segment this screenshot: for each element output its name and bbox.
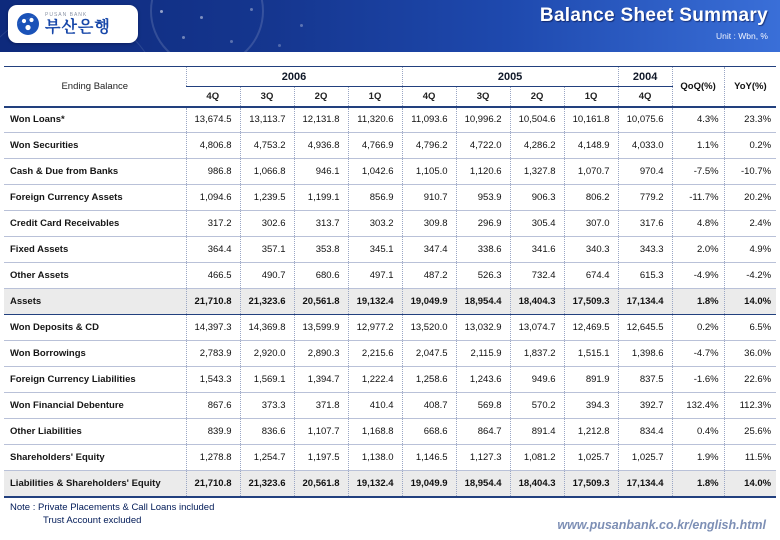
ratio-value: -7.5% [672,159,724,185]
value-cell: 18,404.3 [510,289,564,315]
row-label: Shareholders' Equity [4,445,186,471]
table-row [4,107,776,133]
value-cell: 14,369.8 [240,315,294,341]
value-cell: 338.6 [456,237,510,263]
value-cell: 2,783.9 [186,341,240,367]
value-cell: 1,243.6 [456,367,510,393]
value-cell: 891.4 [510,419,564,445]
table-row [4,133,776,159]
row-label: Foreign Currency Liabilities [4,367,186,393]
value-cell: 21,710.8 [186,471,240,497]
value-cell: 20,561.8 [294,471,348,497]
value-cell: 1,258.6 [402,367,456,393]
value-cell: 1,105.0 [402,159,456,185]
bank-emblem-icon [16,12,40,36]
value-cell: 21,323.6 [240,289,294,315]
value-cell: 806.2 [564,185,618,211]
table-row [4,393,776,419]
value-cell: 839.9 [186,419,240,445]
value-cell: 906.3 [510,185,564,211]
table-row [4,315,776,341]
row-label: Assets [4,289,186,315]
value-cell: 490.7 [240,263,294,289]
value-cell: 1,278.8 [186,445,240,471]
year-2005: 2005 [402,67,618,87]
ratio-value: 1.8% [672,471,724,497]
value-cell: 910.7 [402,185,456,211]
value-cell: 970.4 [618,159,672,185]
ratio-value: 2.0% [672,237,724,263]
banner-decoration-dots [160,10,163,13]
value-cell: 953.9 [456,185,510,211]
value-cell: 12,131.8 [294,107,348,133]
ratio-value: 4.3% [672,107,724,133]
quarter-label: 2Q [510,87,564,107]
table-row [4,263,776,289]
value-cell: 674.4 [564,263,618,289]
ratio-value: 20.2% [724,185,776,211]
table-body [4,107,776,497]
value-cell: 856.9 [348,185,402,211]
value-cell: 317.6 [618,211,672,237]
ratio-value: 1.8% [672,289,724,315]
value-cell: 837.5 [618,367,672,393]
table-row [4,211,776,237]
value-cell: 2,047.5 [402,341,456,367]
value-cell: 1,127.3 [456,445,510,471]
value-cell: 343.3 [618,237,672,263]
value-cell: 986.8 [186,159,240,185]
value-cell: 18,954.4 [456,471,510,497]
value-cell: 1,515.1 [564,341,618,367]
value-cell: 11,093.6 [402,107,456,133]
row-label: Won Borrowings [4,341,186,367]
value-cell: 1,212.8 [564,419,618,445]
value-cell: 17,134.4 [618,289,672,315]
table-row [4,419,776,445]
value-cell: 4,806.8 [186,133,240,159]
value-cell: 341.6 [510,237,564,263]
ratio-value: 4.9% [724,237,776,263]
total-row [4,471,776,497]
value-cell: 10,161.8 [564,107,618,133]
value-cell: 17,509.3 [564,471,618,497]
value-cell: 410.4 [348,393,402,419]
value-cell: 1,107.7 [294,419,348,445]
quarter-label: 3Q [456,87,510,107]
bank-logo [8,5,138,43]
ratio-value: 4.8% [672,211,724,237]
quarter-label: 1Q [564,87,618,107]
row-label: Fixed Assets [4,237,186,263]
value-cell: 1,197.5 [294,445,348,471]
row-label: Credit Card Receivables [4,211,186,237]
value-cell: 1,120.6 [456,159,510,185]
value-cell: 864.7 [456,419,510,445]
value-cell: 836.6 [240,419,294,445]
value-cell: 732.4 [510,263,564,289]
ratio-value: 1.9% [672,445,724,471]
value-cell: 4,796.2 [402,133,456,159]
value-cell: 10,504.6 [510,107,564,133]
value-cell: 18,404.3 [510,471,564,497]
value-cell: 10,996.2 [456,107,510,133]
value-cell: 307.0 [564,211,618,237]
row-label: Won Financial Debenture [4,393,186,419]
yoy-header: YoY(%) [724,67,776,107]
ratio-value: 11.5% [724,445,776,471]
value-cell: 408.7 [402,393,456,419]
quarter-label: 3Q [240,87,294,107]
bank-logo-text: 부산은행 [45,18,111,36]
value-cell: 19,132.4 [348,289,402,315]
value-cell: 4,766.9 [348,133,402,159]
balance-sheet-table [4,66,776,498]
value-cell: 345.1 [348,237,402,263]
value-cell: 302.6 [240,211,294,237]
ratio-value: 112.3% [724,393,776,419]
value-cell: 570.2 [510,393,564,419]
table-area [4,66,776,498]
ratio-value: 2.4% [724,211,776,237]
ratio-value: 0.4% [672,419,724,445]
value-cell: 668.6 [402,419,456,445]
ratio-value: -4.9% [672,263,724,289]
value-cell: 313.7 [294,211,348,237]
value-cell: 19,132.4 [348,471,402,497]
page-title: Balance Sheet Summary [539,5,768,26]
year-2006: 2006 [186,67,402,87]
value-cell: 19,049.9 [402,471,456,497]
value-cell: 19,049.9 [402,289,456,315]
qoq-header: QoQ(%) [672,67,724,107]
value-cell: 12,469.5 [564,315,618,341]
value-cell: 10,075.6 [618,107,672,133]
row-label: Other Liabilities [4,419,186,445]
row-label: Won Securities [4,133,186,159]
header-banner [0,0,780,52]
ratio-value: -1.6% [672,367,724,393]
value-cell: 317.2 [186,211,240,237]
value-cell: 569.8 [456,393,510,419]
value-cell: 779.2 [618,185,672,211]
value-cell: 1,070.7 [564,159,618,185]
value-cell: 1,222.4 [348,367,402,393]
value-cell: 13,674.5 [186,107,240,133]
value-cell: 20,561.8 [294,289,348,315]
ratio-value: 23.3% [724,107,776,133]
total-row [4,289,776,315]
value-cell: 1,066.8 [240,159,294,185]
value-cell: 353.8 [294,237,348,263]
value-cell: 13,599.9 [294,315,348,341]
quarter-label: 1Q [348,87,402,107]
value-cell: 309.8 [402,211,456,237]
table-row [4,159,776,185]
value-cell: 1,094.6 [186,185,240,211]
value-cell: 17,134.4 [618,471,672,497]
quarter-label: 2Q [294,87,348,107]
unit-label: Unit : Wbn, % [716,31,768,41]
ratio-value: -11.7% [672,185,724,211]
ratio-value: 0.2% [724,133,776,159]
row-label: Won Loans* [4,107,186,133]
value-cell: 13,520.0 [402,315,456,341]
ratio-value: 36.0% [724,341,776,367]
title-block [540,5,768,41]
row-label: Cash & Due from Banks [4,159,186,185]
value-cell: 1,837.2 [510,341,564,367]
value-cell: 1,042.6 [348,159,402,185]
value-cell: 296.9 [456,211,510,237]
year-header-row [4,67,776,87]
value-cell: 392.7 [618,393,672,419]
value-cell: 1,025.7 [564,445,618,471]
value-cell: 2,890.3 [294,341,348,367]
ratio-value: 1.1% [672,133,724,159]
ratio-value: 14.0% [724,471,776,497]
value-cell: 4,753.2 [240,133,294,159]
value-cell: 526.3 [456,263,510,289]
value-cell: 12,645.5 [618,315,672,341]
value-cell: 1,327.8 [510,159,564,185]
value-cell: 497.1 [348,263,402,289]
table-header [4,67,776,107]
value-cell: 1,239.5 [240,185,294,211]
value-cell: 4,722.0 [456,133,510,159]
ratio-value: 0.2% [672,315,724,341]
ratio-value: 14.0% [724,289,776,315]
value-cell: 18,954.4 [456,289,510,315]
value-cell: 305.4 [510,211,564,237]
corner-label: Ending Balance [4,67,186,107]
value-cell: 21,323.6 [240,471,294,497]
value-cell: 4,033.0 [618,133,672,159]
table-row [4,367,776,393]
year-2004: 2004 [618,67,672,87]
table-row [4,445,776,471]
value-cell: 1,254.7 [240,445,294,471]
footnote-line2: Trust Account excluded [43,514,142,526]
value-cell: 2,215.6 [348,341,402,367]
row-label: Liabilities & Shareholders' Equity [4,471,186,497]
value-cell: 1,398.6 [618,341,672,367]
value-cell: 4,148.9 [564,133,618,159]
value-cell: 13,074.7 [510,315,564,341]
value-cell: 1,081.2 [510,445,564,471]
value-cell: 2,920.0 [240,341,294,367]
bank-logo-sub: PUSAN BANK [45,11,88,18]
value-cell: 1,199.1 [294,185,348,211]
value-cell: 11,320.6 [348,107,402,133]
ratio-value: 22.6% [724,367,776,393]
value-cell: 373.3 [240,393,294,419]
value-cell: 946.1 [294,159,348,185]
table-row [4,237,776,263]
footnote-line1: Note : Private Placements & Call Loans included [10,502,215,513]
value-cell: 2,115.9 [456,341,510,367]
value-cell: 364.4 [186,237,240,263]
value-cell: 891.9 [564,367,618,393]
value-cell: 1,569.1 [240,367,294,393]
ratio-value: 25.6% [724,419,776,445]
value-cell: 1,025.7 [618,445,672,471]
quarter-label: 4Q [402,87,456,107]
table-row [4,341,776,367]
value-cell: 834.4 [618,419,672,445]
value-cell: 1,146.5 [402,445,456,471]
value-cell: 1,394.7 [294,367,348,393]
value-cell: 340.3 [564,237,618,263]
footnote [10,502,214,528]
value-cell: 4,936.8 [294,133,348,159]
ratio-value: -4.7% [672,341,724,367]
value-cell: 371.8 [294,393,348,419]
row-label: Other Assets [4,263,186,289]
value-cell: 13,113.7 [240,107,294,133]
ratio-value: -10.7% [724,159,776,185]
ratio-value: -4.2% [724,263,776,289]
value-cell: 394.3 [564,393,618,419]
value-cell: 4,286.2 [510,133,564,159]
value-cell: 867.6 [186,393,240,419]
row-label: Won Deposits & CD [4,315,186,341]
value-cell: 13,032.9 [456,315,510,341]
value-cell: 1,168.8 [348,419,402,445]
value-cell: 21,710.8 [186,289,240,315]
table-row [4,185,776,211]
value-cell: 487.2 [402,263,456,289]
value-cell: 949.6 [510,367,564,393]
row-label: Foreign Currency Assets [4,185,186,211]
value-cell: 17,509.3 [564,289,618,315]
value-cell: 357.1 [240,237,294,263]
value-cell: 1,138.0 [348,445,402,471]
value-cell: 303.2 [348,211,402,237]
value-cell: 680.6 [294,263,348,289]
bank-logo-texts [45,13,111,36]
value-cell: 466.5 [186,263,240,289]
website-url: www.pusanbank.co.kr/english.html [557,518,766,532]
ratio-value: 132.4% [672,393,724,419]
value-cell: 347.4 [402,237,456,263]
ratio-value: 6.5% [724,315,776,341]
value-cell: 615.3 [618,263,672,289]
quarter-label: 4Q [618,87,672,107]
value-cell: 1,543.3 [186,367,240,393]
quarter-label: 4Q [186,87,240,107]
value-cell: 12,977.2 [348,315,402,341]
value-cell: 14,397.3 [186,315,240,341]
